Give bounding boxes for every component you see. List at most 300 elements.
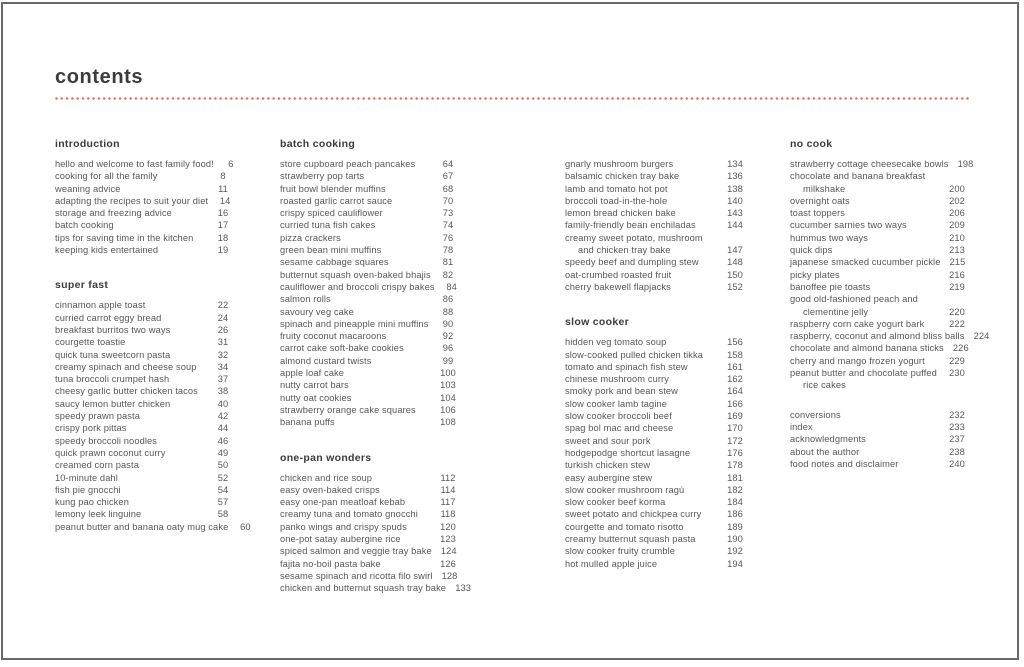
entry-page: 230 (949, 368, 965, 379)
toc-entry (280, 508, 461, 520)
entry-page: 200 (949, 183, 965, 194)
entry-title: tomato and spinach fish stew (565, 361, 688, 372)
page-title: contents (55, 66, 144, 88)
toc-entry (55, 410, 236, 422)
entry-title: curried tuna fish cakes (280, 220, 376, 231)
entry-title: family-friendly bean enchiladas (565, 220, 696, 231)
entry-title: butternut squash oven-baked bhajis (280, 269, 431, 280)
entry-page: 50 (217, 460, 229, 471)
entry-page: 178 (727, 460, 743, 471)
entry-title: and chicken tray bake (578, 245, 671, 256)
entry-page: 128 (441, 570, 458, 581)
entry-page: 74 (442, 220, 454, 231)
entry-page: 220 (949, 306, 965, 317)
toc-entry (280, 484, 461, 496)
entry-page: 213 (949, 245, 965, 256)
toc-entry (790, 195, 970, 207)
toc-section (55, 138, 236, 256)
entry-page: 134 (727, 159, 743, 169)
toc-entry (790, 293, 970, 305)
entry-title: fish pie gnocchi (55, 484, 121, 495)
entry-title: cooking for all the family (55, 171, 158, 182)
entry-page: 67 (442, 171, 454, 182)
section-heading: one-pan wonders (280, 451, 372, 464)
entry-title: cucumber sarnies two ways (790, 220, 907, 231)
toc-entry (280, 330, 461, 342)
entry-title: nutty carrot bars (280, 380, 349, 391)
toc-entry (280, 416, 461, 428)
entry-title: cherry and mango frozen yogurt (790, 355, 925, 366)
entry-page: 17 (217, 220, 229, 231)
toc-entry (55, 521, 251, 533)
section-heading: batch cooking (280, 138, 356, 150)
entry-page: 144 (727, 220, 743, 231)
entry-page: 172 (727, 435, 743, 446)
entry-title: creamy sweet potato, mushroom (565, 232, 703, 243)
entry-title: crispy pork pittas (55, 423, 127, 434)
toc-entry (280, 269, 461, 281)
entry-title: adapting the recipes to suit your diet (55, 195, 209, 206)
entry-title: salmon rolls (280, 294, 331, 305)
toc-entry (565, 447, 748, 459)
toc-entry (565, 496, 748, 508)
entry-title: fruity coconut macaroons (280, 331, 387, 342)
entry-title: cauliflower and broccoli crispy bakes (280, 281, 435, 292)
entry-page: 112 (440, 472, 456, 483)
toc-entry (790, 244, 970, 256)
entry-title: cheesy garlic butter chicken tacos (55, 386, 198, 397)
toc-entry (790, 355, 970, 367)
toc-entry (565, 410, 748, 422)
entry-title: storage and freezing advice (55, 208, 172, 219)
toc-entry (55, 508, 236, 520)
entry-page: 140 (727, 195, 743, 206)
entry-page: 78 (442, 245, 454, 256)
toc-entry (280, 521, 461, 533)
entry-title: food notes and disclaimer (790, 458, 899, 469)
toc-entry (565, 533, 748, 545)
entry-title: peanut butter and chocolate puffed (790, 368, 937, 379)
entry-title: hodgepodge shortcut lasagne (565, 447, 691, 458)
entry-title: turkish chicken stew (565, 460, 651, 471)
entry-title: strawberry cottage cheesecake bowls (790, 159, 949, 169)
entry-title: saucy lemon butter chicken (55, 398, 171, 409)
entry-title: raspberry, coconut and almond bliss balls (790, 331, 965, 342)
toc-entry (565, 207, 748, 219)
entry-title: lemony leek linguine (55, 509, 142, 520)
toc-section (565, 316, 748, 570)
entry-page: 150 (727, 269, 743, 280)
entry-title: raspberry corn cake yogurt bark (790, 318, 925, 329)
toc-entry (790, 379, 970, 391)
entry-title: picky plates (790, 269, 840, 280)
toc-entry (790, 330, 990, 342)
toc-entry (280, 219, 461, 231)
toc-entry (55, 496, 236, 508)
entry-title: overnight oats (790, 195, 850, 206)
toc-entry (280, 379, 461, 391)
toc-entry (280, 183, 461, 195)
toc-column-2 (280, 138, 471, 595)
toc-entry (280, 582, 471, 594)
entry-title: speedy broccoli noodles (55, 435, 158, 446)
entry-page: 24 (217, 312, 229, 323)
entry-page: 34 (217, 361, 229, 372)
entry-title: slow cooker beef korma (565, 497, 666, 508)
entry-page: 120 (440, 521, 456, 532)
entry-page: 190 (727, 534, 743, 545)
toc-section-continued (790, 409, 970, 470)
entry-title: speedy beef and dumpling stew (565, 257, 699, 268)
entry-title: keeping kids entertained (55, 245, 159, 256)
toc-entry (790, 256, 970, 268)
entry-title: nutty oat cookies (280, 392, 352, 403)
toc-entry (55, 385, 236, 397)
toc-entry (280, 367, 461, 379)
entry-title: chicken and rice soup (280, 472, 373, 483)
dotted-divider (55, 97, 969, 100)
entry-page: 148 (727, 257, 743, 268)
toc-entry (280, 244, 461, 256)
toc-section-continued (565, 158, 748, 293)
entry-page: 229 (949, 355, 965, 366)
entry-page: 164 (727, 386, 743, 397)
entry-page: 189 (727, 521, 743, 532)
toc-entry (280, 342, 461, 354)
entry-page: 192 (727, 546, 743, 557)
entry-title: cherry bakewell flapjacks (565, 281, 671, 292)
toc-entry (565, 508, 748, 520)
entry-title: quick tuna sweetcorn pasta (55, 349, 171, 360)
toc-entry (55, 349, 236, 361)
entry-page: 198 (957, 159, 974, 169)
entry-title: quick prawn coconut curry (55, 447, 166, 458)
toc-entry (280, 170, 461, 182)
entry-title: strawberry orange cake squares (280, 404, 416, 415)
entry-title: slow cooker fruity crumble (565, 546, 676, 557)
entry-title: green bean mini muffins (280, 245, 382, 256)
entry-title: strawberry pop tarts (280, 171, 365, 182)
entry-page: 194 (727, 558, 743, 569)
entry-title: japanese smacked cucumber pickle (790, 257, 941, 268)
toc-entry (790, 170, 970, 182)
toc-entry (280, 281, 461, 293)
toc-entry (565, 158, 748, 170)
entry-page: 161 (727, 361, 743, 372)
entry-page: 143 (727, 208, 743, 219)
toc-entry (565, 170, 748, 182)
entry-page: 181 (727, 472, 743, 483)
entry-title: easy aubergine stew (565, 472, 653, 483)
entry-title: chocolate and banana breakfast (790, 171, 926, 182)
entry-page: 222 (949, 318, 965, 329)
entry-title: spinach and pineapple mini muffins (280, 318, 429, 329)
toc-entry (280, 306, 461, 318)
toc-entry (55, 361, 236, 373)
toc-entry (280, 558, 461, 570)
toc-entry (280, 207, 461, 219)
entry-page: 184 (727, 497, 743, 508)
entry-page: 138 (727, 183, 743, 194)
toc-entry (565, 545, 748, 557)
entry-title: about the author (790, 446, 860, 457)
entry-title: slow cooker lamb tagine (565, 398, 668, 409)
entry-title: chinese mushroom curry (565, 374, 669, 385)
entry-title: sesame spinach and ricotta filo swirl (280, 570, 433, 581)
entry-title: roasted garlic carrot sauce (280, 195, 393, 206)
entry-page: 76 (442, 232, 454, 243)
section-heading: no cook (790, 138, 833, 150)
entry-title: creamy butternut squash pasta (565, 534, 696, 545)
entry-page: 169 (727, 411, 743, 422)
entry-title: almond custard twists (280, 355, 372, 366)
toc-entry (790, 446, 970, 458)
entry-page: 118 (440, 509, 456, 520)
section-heading: super fast (55, 279, 109, 292)
toc-entry (565, 422, 748, 434)
toc-entry (55, 336, 236, 348)
entry-page: 84 (446, 281, 457, 292)
entry-title: easy one-pan meatloaf kebab (280, 497, 406, 508)
entry-page: 215 (949, 257, 966, 268)
toc-column-3 (565, 138, 748, 570)
entry-title: speedy prawn pasta (55, 411, 141, 422)
entry-page: 147 (727, 245, 743, 256)
entry-title: fajita no-boil pasta bake (280, 558, 381, 569)
toc-entry (280, 195, 461, 207)
entry-title: hot mulled apple juice (565, 558, 658, 569)
entry-title: savoury veg cake (280, 306, 354, 317)
entry-title: smoky pork and bean stew (565, 386, 678, 397)
toc-entry (55, 183, 236, 195)
entry-page: 96 (442, 343, 454, 354)
toc-entry (55, 195, 236, 207)
entry-page: 186 (727, 509, 743, 520)
toc-entry (55, 422, 236, 434)
entry-title: sweet potato and chickpea curry (565, 509, 702, 520)
entry-page: 81 (442, 257, 454, 268)
entry-title: breakfast burritos two ways (55, 324, 171, 335)
toc-entry (565, 232, 748, 244)
entry-page: 82 (442, 269, 454, 280)
entry-title: 10-minute dahl (55, 472, 118, 483)
toc-entry (565, 373, 748, 385)
toc-entry (55, 299, 236, 311)
entry-page: 133 (455, 583, 471, 594)
entry-title: creamed corn pasta (55, 460, 139, 471)
toc-entry (55, 435, 236, 447)
section-heading: introduction (55, 138, 120, 150)
entry-title: balsamic chicken tray bake (565, 171, 680, 182)
entry-page: 232 (949, 409, 965, 420)
entry-title: chicken and butternut squash tray bake (280, 583, 447, 594)
toc-entry (565, 281, 748, 293)
entry-page: 40 (217, 398, 229, 409)
toc-entry (790, 409, 970, 421)
entry-page: 26 (217, 324, 229, 335)
entry-page: 22 (217, 300, 229, 311)
toc-entry (55, 170, 236, 182)
toc-section (790, 138, 990, 392)
entry-page: 54 (217, 484, 229, 495)
entry-title: weaning advice (55, 183, 121, 194)
entry-page: 226 (952, 343, 969, 354)
toc-entry (790, 318, 970, 330)
toc-entry (55, 373, 236, 385)
entry-page: 73 (442, 208, 454, 219)
toc-entry (280, 496, 461, 508)
toc-entry (565, 195, 748, 207)
entry-title: slow cooker mushroom ragù (565, 484, 685, 495)
entry-page: 99 (442, 355, 454, 366)
entry-page: 170 (727, 423, 743, 434)
entry-page: 240 (949, 458, 965, 469)
entry-title: hidden veg tomato soup (565, 337, 667, 348)
toc-section (280, 138, 461, 429)
entry-page: 114 (440, 484, 456, 495)
entry-page: 206 (949, 208, 965, 219)
toc-entry (565, 336, 748, 348)
toc-entry (280, 392, 461, 404)
entry-page: 32 (217, 349, 229, 360)
entry-title: rice cakes (803, 380, 846, 391)
entry-title: batch cooking (55, 220, 114, 231)
entry-title: apple loaf cake (280, 368, 345, 379)
section-heading: slow cooker (565, 316, 629, 329)
entry-page: 219 (949, 281, 965, 292)
toc-entry (565, 219, 748, 231)
entry-page: 136 (727, 171, 743, 182)
entry-title: kung pao chicken (55, 497, 129, 508)
entry-page: 108 (440, 417, 456, 428)
entry-page: 182 (727, 484, 743, 495)
toc-entry (565, 385, 748, 397)
entry-title: index (790, 421, 813, 432)
toc-entry (55, 207, 236, 219)
entry-page: 104 (440, 392, 456, 403)
toc-column-4 (790, 138, 990, 470)
toc-entry (55, 472, 236, 484)
toc-entry (565, 472, 748, 484)
toc-entry (280, 256, 461, 268)
toc-entry (565, 558, 748, 570)
toc-entry (55, 244, 236, 256)
entry-page: 210 (949, 232, 965, 243)
toc-entry (790, 458, 970, 470)
toc-entry (565, 349, 748, 361)
entry-title: banana puffs (280, 417, 335, 428)
entry-page: 57 (217, 497, 229, 508)
entry-page: 64 (442, 159, 454, 169)
toc-column-1 (55, 138, 251, 533)
entry-page: 152 (727, 281, 743, 292)
toc-entry (790, 281, 970, 293)
entry-page: 238 (949, 446, 965, 457)
entry-title: cinnamon apple toast (55, 300, 146, 311)
entry-title: creamy spinach and cheese soup (55, 361, 197, 372)
entry-title: toast toppers (790, 208, 846, 219)
toc-entry (280, 472, 461, 484)
toc-entry (565, 256, 748, 268)
toc-entry (790, 183, 970, 195)
entry-title: tuna broccoli crumpet hash (55, 374, 170, 385)
toc-entry (55, 447, 236, 459)
entry-page: 126 (440, 558, 456, 569)
entry-page: 86 (442, 294, 454, 305)
entry-title: carrot cake soft-bake cookies (280, 343, 404, 354)
entry-page: 123 (440, 534, 456, 545)
entry-title: hello and welcome to fast family food! (55, 159, 214, 169)
entry-title: conversions (790, 409, 841, 420)
toc-entry (280, 318, 461, 330)
entry-page: 158 (727, 349, 743, 360)
entry-page: 233 (949, 421, 965, 432)
toc-entry (565, 435, 748, 447)
entry-page: 49 (217, 447, 229, 458)
toc-entry (280, 355, 461, 367)
entry-title: tips for saving time in the kitchen (55, 232, 194, 243)
entry-page: 156 (727, 337, 743, 348)
entry-page: 42 (217, 411, 229, 422)
entry-title: oat-crumbed roasted fruit (565, 269, 672, 280)
entry-page: 60 (240, 521, 251, 532)
entry-page: 90 (442, 318, 454, 329)
entry-page: 166 (727, 398, 743, 409)
entry-page: 11 (218, 183, 228, 194)
entry-title: spag bol mac and cheese (565, 423, 674, 434)
toc-entry (565, 521, 748, 533)
toc-entry (790, 421, 970, 433)
toc-entry (55, 312, 236, 324)
entry-page: 16 (217, 208, 229, 219)
toc-entry (280, 293, 461, 305)
entry-title: sesame cabbage squares (280, 257, 389, 268)
toc-entry (790, 342, 970, 354)
entry-page: 106 (440, 404, 456, 415)
toc-entry (55, 158, 236, 170)
entry-title: spiced salmon and veggie tray bake (280, 546, 432, 557)
toc-entry (790, 306, 970, 318)
toc-section (55, 279, 251, 533)
entry-page: 100 (440, 368, 456, 379)
toc-entry (55, 398, 236, 410)
toc-entry (565, 269, 748, 281)
entry-page: 14 (219, 195, 231, 206)
toc-entry (55, 324, 236, 336)
toc-entry (565, 459, 748, 471)
entry-page: 68 (442, 183, 454, 194)
entry-title: milkshake (803, 183, 846, 194)
toc-entry (565, 361, 748, 373)
entry-title: pizza crackers (280, 232, 341, 243)
entry-title: lamb and tomato hot pot (565, 183, 668, 194)
entry-page: 18 (217, 232, 229, 243)
entry-title: easy oven-baked crisps (280, 484, 380, 495)
toc-entry (790, 219, 970, 231)
entry-page: 224 (973, 331, 990, 342)
toc-entry (790, 207, 970, 219)
toc-entry (55, 232, 236, 244)
entry-title: courgette and tomato risotto (565, 521, 684, 532)
entry-title: good old-fashioned peach and (790, 294, 918, 305)
entry-page: 103 (440, 380, 456, 391)
toc-entry (280, 404, 461, 416)
entry-page: 202 (949, 195, 965, 206)
entry-page: 176 (727, 447, 743, 458)
toc-entry (565, 183, 748, 195)
entry-page: 6 (228, 159, 234, 169)
toc-entry (55, 484, 236, 496)
